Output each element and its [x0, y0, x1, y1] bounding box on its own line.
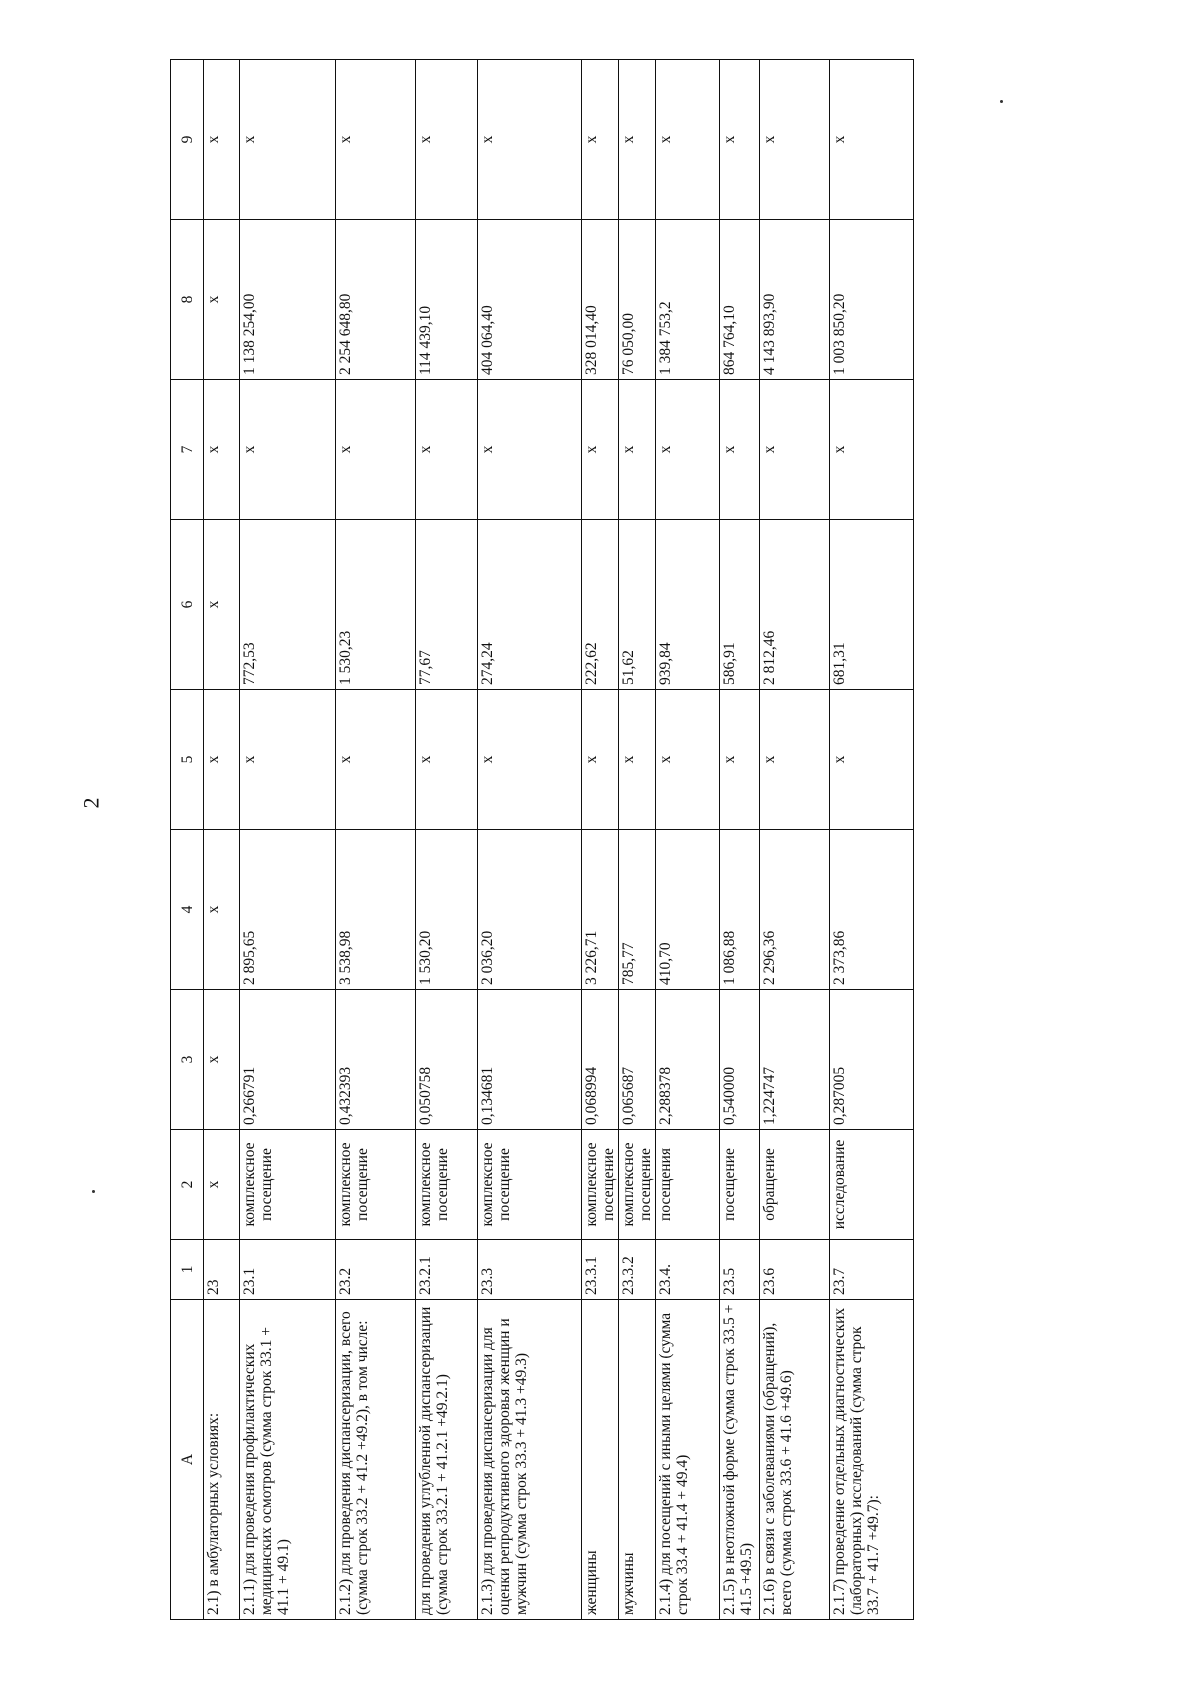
- table-row: [204, 60, 240, 1620]
- cell-col-5: х: [582, 690, 619, 830]
- cell-col-8: 76 050,00: [619, 220, 656, 380]
- cell-col-5: х: [336, 690, 416, 830]
- cell-col-1: 23.5: [720, 1240, 760, 1300]
- table-row: [336, 60, 416, 1620]
- cell-col-6: 1 530,23: [336, 520, 416, 690]
- cell-col-5: х: [240, 690, 336, 830]
- row-label-cell: 2.1.3) для проведения диспансеризации для оценки репродуктивного здоровья женщин и мужчин (сумма строк 33.3 + 41.3 +49.3): [478, 1300, 582, 1620]
- cell-col-3: 0,134681: [478, 990, 582, 1130]
- cell-col-3: 0,266791: [240, 990, 336, 1130]
- scan-speck: [92, 1190, 95, 1193]
- cell-col-8: х: [204, 220, 240, 380]
- cell-col-5: х: [720, 690, 760, 830]
- cell-col-2: комплексное посещение: [478, 1130, 582, 1240]
- cell-col-1: 23.3: [478, 1240, 582, 1300]
- cell-col-6: 274,24: [478, 520, 582, 690]
- cell-col-9: х: [478, 60, 582, 220]
- cell-col-3: 0,540000: [720, 990, 760, 1130]
- cell-col-9: х: [582, 60, 619, 220]
- row-label-cell: 2.1.1) для проведения профилактических медицинских осмотров (сумма строк 33.1 + 41.1 + 49.1): [240, 1300, 336, 1620]
- row-label-cell: 2.1.7) проведение отдельных диагностических (лабораторных) исследований (сумма строк 33.7 + 41.7 +49.7):: [830, 1300, 914, 1620]
- cell-col-4: 3 538,98: [336, 830, 416, 990]
- cell-col-6: х: [204, 520, 240, 690]
- cell-col-5: х: [478, 690, 582, 830]
- cell-col-7: х: [582, 380, 619, 520]
- row-label-cell: 2.1.6) в связи с заболеваниями (обращений), всего (сумма строк 33.6 + 41.6 +49.6): [760, 1300, 830, 1620]
- cell-col-1: 23: [204, 1240, 240, 1300]
- cell-col-1: 23.3.2: [619, 1240, 656, 1300]
- cell-col-1: 23.1: [240, 1240, 336, 1300]
- cell-col-9: х: [760, 60, 830, 220]
- cell-col-3: 0,065687: [619, 990, 656, 1130]
- cell-col-5: х: [760, 690, 830, 830]
- cell-col-9: х: [336, 60, 416, 220]
- column-header-4: 4: [171, 830, 204, 990]
- cell-col-4: 2 036,20: [478, 830, 582, 990]
- cell-col-9: х: [830, 60, 914, 220]
- column-header-3: 3: [171, 990, 204, 1130]
- cell-col-8: 404 064,40: [478, 220, 582, 380]
- cell-col-9: х: [204, 60, 240, 220]
- column-header-2: 2: [171, 1130, 204, 1240]
- column-header-7: 7: [171, 380, 204, 520]
- cell-col-6: 2 812,46: [760, 520, 830, 690]
- cell-col-8: 1 138 254,00: [240, 220, 336, 380]
- table-row: [416, 60, 478, 1620]
- row-label-cell: для проведения углубленной диспансеризации (сумма строк 33.2.1 + 41.2.1 +49.2.1): [416, 1300, 478, 1620]
- cell-col-5: х: [619, 690, 656, 830]
- cell-col-4: х: [204, 830, 240, 990]
- cell-col-7: х: [830, 380, 914, 520]
- cell-col-7: х: [240, 380, 336, 520]
- table-row: [830, 60, 914, 1620]
- column-header-6: 6: [171, 520, 204, 690]
- cell-col-8: 1 384 753,2: [656, 220, 720, 380]
- cell-col-7: х: [760, 380, 830, 520]
- cell-col-3: х: [204, 990, 240, 1130]
- cell-col-8: 1 003 850,20: [830, 220, 914, 380]
- cell-col-3: 0,432393: [336, 990, 416, 1130]
- cell-col-3: 0,050758: [416, 990, 478, 1130]
- cell-col-2: посещение: [720, 1130, 760, 1240]
- cell-col-2: исследование: [830, 1130, 914, 1240]
- table-row: [582, 60, 619, 1620]
- column-header-8: 8: [171, 220, 204, 380]
- cell-col-3: 1,224747: [760, 990, 830, 1130]
- cell-col-4: 3 226,71: [582, 830, 619, 990]
- cell-col-4: 1 086,88: [720, 830, 760, 990]
- cell-col-4: 410,70: [656, 830, 720, 990]
- cell-col-6: 772,53: [240, 520, 336, 690]
- tariff-table: [170, 59, 914, 1620]
- cell-col-6: 939,84: [656, 520, 720, 690]
- cell-col-6: 681,31: [830, 520, 914, 690]
- cell-col-9: х: [619, 60, 656, 220]
- cell-col-1: 23.2.1: [416, 1240, 478, 1300]
- table-body: [204, 60, 914, 1620]
- cell-col-2: х: [204, 1130, 240, 1240]
- table-row: [619, 60, 656, 1620]
- cell-col-9: х: [656, 60, 720, 220]
- cell-col-6: 51,62: [619, 520, 656, 690]
- cell-col-9: х: [720, 60, 760, 220]
- cell-col-4: 2 373,86: [830, 830, 914, 990]
- row-label-cell: мужчины: [619, 1300, 656, 1620]
- cell-col-2: посещения: [656, 1130, 720, 1240]
- cell-col-6: 222,62: [582, 520, 619, 690]
- cell-col-4: 1 530,20: [416, 830, 478, 990]
- cell-col-7: х: [656, 380, 720, 520]
- cell-col-3: 0,287005: [830, 990, 914, 1130]
- row-label-cell: 2.1.2) для проведения диспансеризации, всего (сумма строк 33.2 + 41.2 +49.2), в том числе:: [336, 1300, 416, 1620]
- cell-col-3: 0,068994: [582, 990, 619, 1130]
- row-label-cell: 2.1.4) для посещений с иными целями (сумма строк 33.4 + 41.4 + 49.4): [656, 1300, 720, 1620]
- cell-col-1: 23.6: [760, 1240, 830, 1300]
- cell-col-1: 23.7: [830, 1240, 914, 1300]
- table-row: [478, 60, 582, 1620]
- cell-col-2: комплексное посещение: [619, 1130, 656, 1240]
- column-header-a: А: [171, 1300, 204, 1620]
- cell-col-2: комплексное посещение: [416, 1130, 478, 1240]
- cell-col-2: комплексное посещение: [240, 1130, 336, 1240]
- cell-col-1: 23.4.: [656, 1240, 720, 1300]
- cell-col-4: 2 296,36: [760, 830, 830, 990]
- cell-col-5: х: [830, 690, 914, 830]
- cell-col-2: комплексное посещение: [336, 1130, 416, 1240]
- cell-col-9: х: [416, 60, 478, 220]
- table-row: [760, 60, 830, 1620]
- cell-col-7: х: [204, 380, 240, 520]
- page-number: 2: [78, 797, 104, 809]
- cell-col-8: 2 254 648,80: [336, 220, 416, 380]
- table-row: [656, 60, 720, 1620]
- cell-col-8: 4 143 893,90: [760, 220, 830, 380]
- cell-col-7: х: [478, 380, 582, 520]
- row-label-cell: 2.1) в амбулаторных условиях:: [204, 1300, 240, 1620]
- header-row: [171, 60, 204, 1620]
- rotated-table-container: [170, 60, 1010, 1620]
- table-row: [720, 60, 760, 1620]
- cell-col-1: 23.2: [336, 1240, 416, 1300]
- table-row: [240, 60, 336, 1620]
- row-label-cell: 2.1.5) в неотложной форме (сумма строк 33.5 + 41.5 +49.5): [720, 1300, 760, 1620]
- cell-col-4: 785,77: [619, 830, 656, 990]
- cell-col-6: 586,91: [720, 520, 760, 690]
- cell-col-3: 2,288378: [656, 990, 720, 1130]
- cell-col-8: 328 014,40: [582, 220, 619, 380]
- cell-col-1: 23.3.1: [582, 1240, 619, 1300]
- cell-col-2: комплексное посещение: [582, 1130, 619, 1240]
- column-header-1: 1: [171, 1240, 204, 1300]
- row-label-cell: женщины: [582, 1300, 619, 1620]
- cell-col-7: х: [416, 380, 478, 520]
- cell-col-5: х: [656, 690, 720, 830]
- column-header-5: 5: [171, 690, 204, 830]
- cell-col-2: обращение: [760, 1130, 830, 1240]
- cell-col-8: 114 439,10: [416, 220, 478, 380]
- cell-col-5: х: [204, 690, 240, 830]
- cell-col-7: х: [619, 380, 656, 520]
- cell-col-7: х: [336, 380, 416, 520]
- column-header-9: 9: [171, 60, 204, 220]
- cell-col-5: х: [416, 690, 478, 830]
- cell-col-7: х: [720, 380, 760, 520]
- cell-col-4: 2 895,65: [240, 830, 336, 990]
- cell-col-8: 864 764,10: [720, 220, 760, 380]
- cell-col-6: 77,67: [416, 520, 478, 690]
- cell-col-9: х: [240, 60, 336, 220]
